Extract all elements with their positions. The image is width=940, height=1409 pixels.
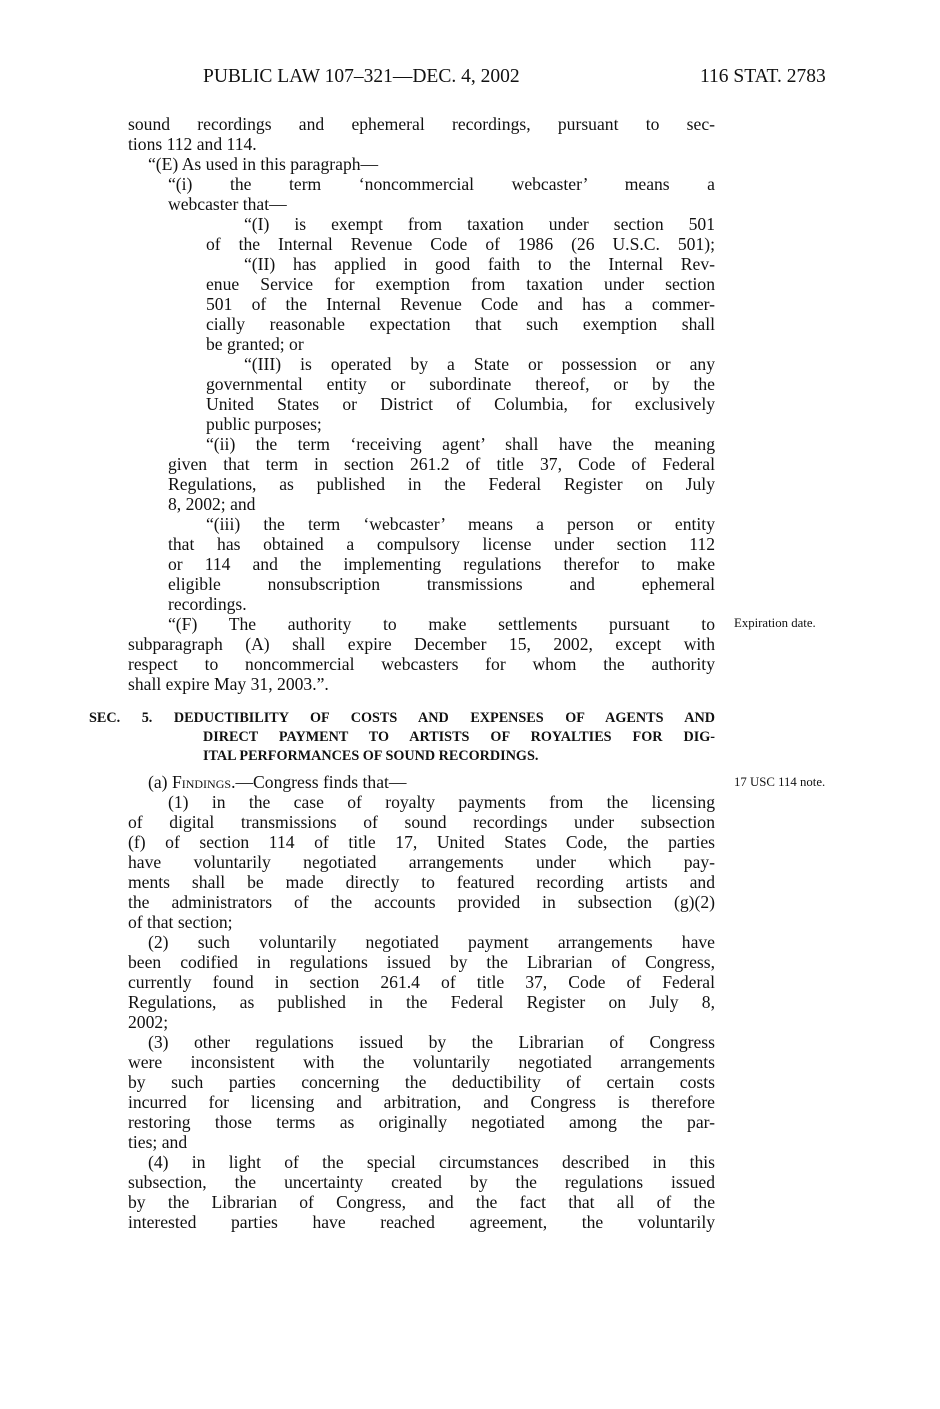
findings-intro: .—Congress finds that— [231, 772, 407, 792]
margin-note-expiration: Expiration date. [734, 616, 816, 630]
text-line: were inconsistent with the voluntarily negotiated arrangements [128, 1052, 715, 1072]
text-line: “(II) has applied in good faith to the Internal Rev- [244, 254, 715, 274]
text-line: “(ii) the term ‘receiving agent’ shall have the meaning [206, 434, 715, 454]
text-line: (2) such voluntarily negotiated payment arrangements have [148, 932, 715, 952]
subsection-label: (a) [148, 772, 172, 792]
text-line: by such parties concerning the deductibility of certain costs [128, 1072, 715, 1092]
text-line: public purposes; [206, 414, 322, 434]
text-line: enue Service for exemption from taxation under section [206, 274, 715, 294]
text-line: ments shall be made directly to featured recording artists and [128, 872, 715, 892]
text-line: currently found in section 261.4 of title 37, Code of Federal [128, 972, 715, 992]
text-line: Regulations, as published in the Federal Register on July 8, [128, 992, 715, 1012]
text-line: have voluntarily negotiated arrangements under which pay- [128, 852, 715, 872]
text-line: by the Librarian of Congress, and the fact that all of the [128, 1192, 715, 1212]
findings-caption: Findings [171, 772, 232, 792]
margin-note-usc: 17 USC 114 note. [734, 775, 826, 789]
text-line: 2002; [128, 1012, 169, 1032]
text-line: “(i) the term ‘noncommercial webcaster’ means a [168, 174, 715, 194]
section-heading: DIRECT PAYMENT TO ARTISTS OF ROYALTIES FOR DIG- [203, 729, 715, 745]
text-line: subparagraph (A) shall expire December 15, 2002, except with [128, 634, 715, 654]
text-line: the administrators of the accounts provided in subsection (g)(2) [128, 892, 715, 912]
text-line: tions 112 and 114. [128, 134, 257, 154]
text-line: cially reasonable expectation that such exemption shall [206, 314, 715, 334]
text-line: (3) other regulations issued by the Librarian of Congress [148, 1032, 715, 1052]
text-line: restoring those terms as originally negotiated among the par- [128, 1112, 715, 1132]
text-line: ties; and [128, 1132, 188, 1152]
text-line: of digital transmissions of sound recordings under subsection [128, 812, 715, 832]
section-heading: ITAL PERFORMANCES OF SOUND RECORDINGS. [203, 748, 539, 764]
text-line: of the Internal Revenue Code of 1986 (26 U.S.C. 501); [206, 234, 715, 254]
text-line: (4) in light of the special circumstances described in this [148, 1152, 715, 1172]
text-line: respect to noncommercial webcasters for whom the authority [128, 654, 715, 674]
text-line: United States or District of Columbia, for exclusively [206, 394, 715, 414]
text-line: given that term in section 261.2 of title 37, Code of Federal [168, 454, 715, 474]
text-line: subsection, the uncertainty created by the regulations issued [128, 1172, 715, 1192]
text-line: (1) in the case of royalty payments from the licensing [168, 792, 715, 812]
header-stat-page: 116 STAT. 2783 [700, 66, 826, 87]
text-line: eligible nonsubscription transmissions and ephemeral [168, 574, 715, 594]
text-line: of that section; [128, 912, 233, 932]
text-line: recordings. [168, 594, 247, 614]
text-line: 8, 2002; and [168, 494, 256, 514]
header-title: PUBLIC LAW 107–321—DEC. 4, 2002 [203, 66, 520, 87]
running-header [0, 66, 940, 90]
text-line: 501 of the Internal Revenue Code and has a commer- [206, 294, 715, 314]
text-line: be granted; or [206, 334, 304, 354]
text-line: that has obtained a compulsory license under section 112 [168, 534, 715, 554]
text-line: “(III) is operated by a State or possession or any [244, 354, 715, 374]
text-line: or 114 and the implementing regulations therefor to make [168, 554, 715, 574]
text-line: governmental entity or subordinate thereof, or by the [206, 374, 715, 394]
text-line: been codified in regulations issued by the Librarian of Congress, [128, 952, 715, 972]
findings-heading [148, 772, 715, 792]
text-line: “(F) The authority to make settlements pursuant to [168, 614, 715, 634]
text-line: “(E) As used in this paragraph— [148, 154, 379, 174]
text-line: Regulations, as published in the Federal Register on July [168, 474, 715, 494]
text-line: sound recordings and ephemeral recordings, pursuant to sec- [128, 114, 715, 134]
text-line: (f) of section 114 of title 17, United States Code, the parties [128, 832, 715, 852]
text-line: “(I) is exempt from taxation under section 501 [244, 214, 715, 234]
text-line: interested parties have reached agreement, the voluntarily [128, 1212, 715, 1232]
text-line: webcaster that— [168, 194, 287, 214]
section-heading: SEC. 5. DEDUCTIBILITY OF COSTS AND EXPENSES OF AGENTS AND [89, 710, 715, 726]
text-line: incurred for licensing and arbitration, and Congress is therefore [128, 1092, 715, 1112]
text-line: “(iii) the term ‘webcaster’ means a person or entity [206, 514, 715, 534]
text-line: shall expire May 31, 2003.”. [128, 674, 329, 694]
